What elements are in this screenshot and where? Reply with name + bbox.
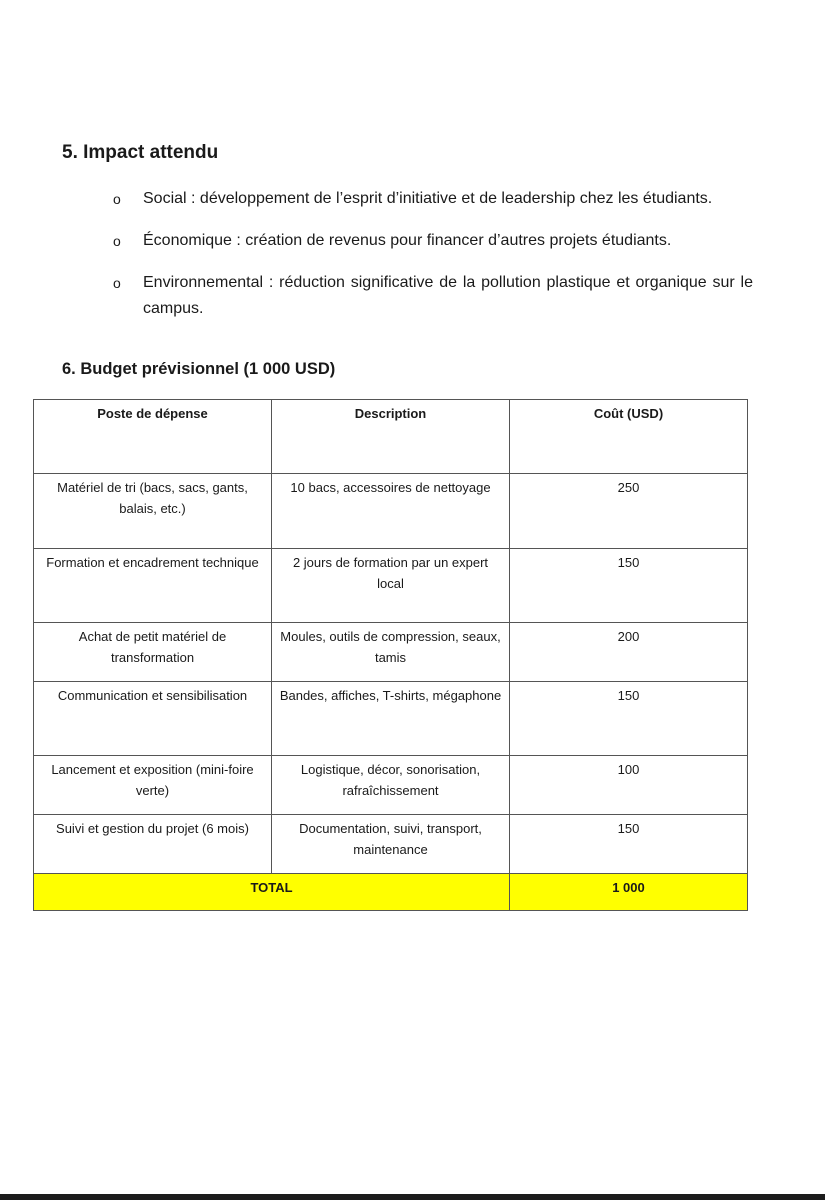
cell-description: Documentation, suivi, transport, maintenance (272, 815, 510, 874)
cell-poste: Achat de petit matériel de transformation (34, 623, 272, 682)
table-row (34, 474, 748, 549)
budget-table (33, 399, 748, 911)
cell-poste: Lancement et exposition (mini-foire verte) (34, 756, 272, 815)
impact-item-environnemental (113, 270, 753, 322)
cell-description: 10 bacs, accessoires de nettoyage (272, 474, 510, 549)
bottom-edge-bar (0, 1194, 825, 1200)
table-row (34, 682, 748, 756)
table-header-row (34, 400, 748, 474)
impact-text: Environnemental : réduction significative de la pollution plastique et organique sur le campus. (143, 274, 753, 317)
total-label: TOTAL (34, 874, 510, 911)
cell-poste: Formation et encadrement technique (34, 549, 272, 623)
cell-description: Moules, outils de compression, seaux, tamis (272, 623, 510, 682)
total-row (34, 874, 748, 911)
section-6-heading: 6. Budget prévisionnel (1 000 USD) (62, 360, 336, 378)
cell-poste: Communication et sensibilisation (34, 682, 272, 756)
cell-cout: 150 (510, 549, 748, 623)
impact-list (113, 186, 753, 322)
cell-cout: 200 (510, 623, 748, 682)
header-cout: Coût (USD) (510, 400, 748, 474)
impact-item-social (113, 186, 753, 212)
bullet-marker: o (113, 275, 121, 291)
cell-description: 2 jours de formation par un expert local (272, 549, 510, 623)
header-description: Description (272, 400, 510, 474)
impact-text: Économique : création de revenus pour financer d’autres projets étudiants. (143, 232, 672, 249)
cell-description: Bandes, affiches, T-shirts, mégaphone (272, 682, 510, 756)
table-row (34, 815, 748, 874)
impact-item-economique (113, 228, 753, 254)
cell-cout: 150 (510, 682, 748, 756)
cell-poste: Matériel de tri (bacs, sacs, gants, balais, etc.) (34, 474, 272, 549)
cell-cout: 250 (510, 474, 748, 549)
cell-poste: Suivi et gestion du projet (6 mois) (34, 815, 272, 874)
bullet-marker: o (113, 191, 121, 207)
cell-cout: 150 (510, 815, 748, 874)
table-row (34, 549, 748, 623)
table-row (34, 623, 748, 682)
header-poste: Poste de dépense (34, 400, 272, 474)
total-value: 1 000 (510, 874, 748, 911)
table-row (34, 756, 748, 815)
bullet-marker: o (113, 233, 121, 249)
impact-text: Social : développement de l’esprit d’initiative et de leadership chez les étudiants. (143, 190, 713, 207)
section-5-heading: 5. Impact attendu (62, 142, 219, 163)
cell-cout: 100 (510, 756, 748, 815)
cell-description: Logistique, décor, sonorisation, rafraîchissement (272, 756, 510, 815)
